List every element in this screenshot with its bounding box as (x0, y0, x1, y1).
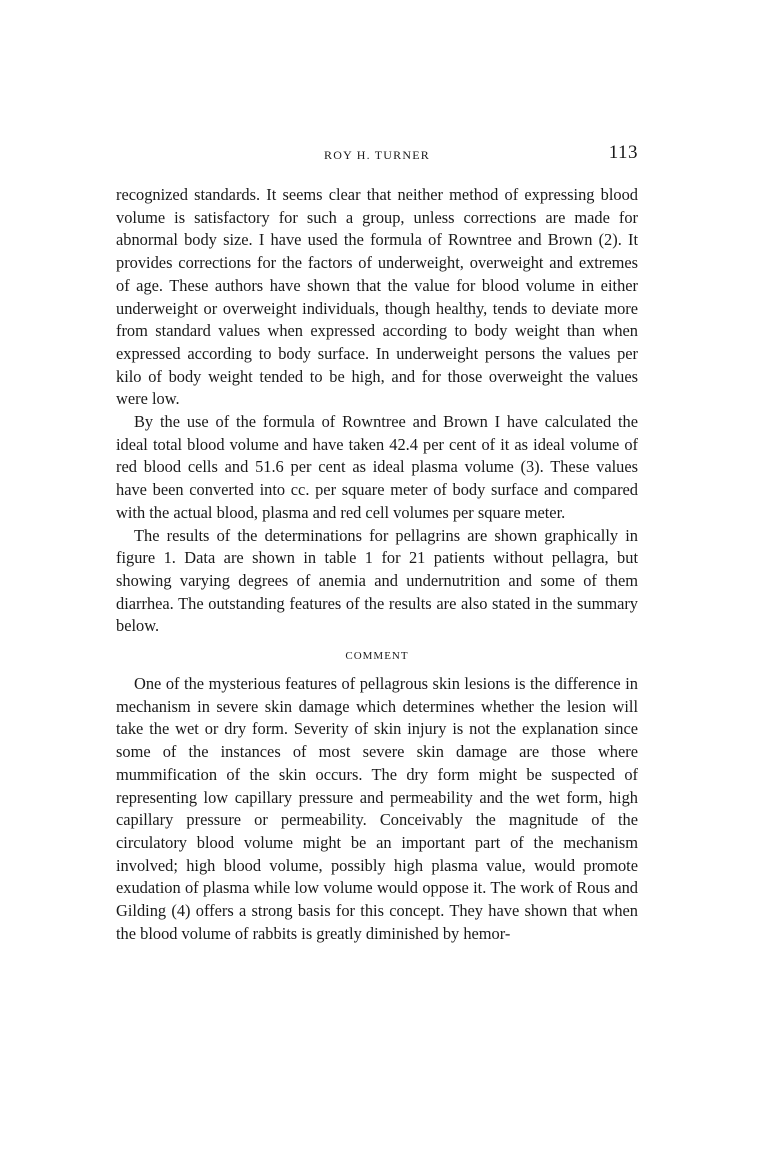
running-title: ROY H. TURNER (324, 148, 430, 162)
section-heading-comment: COMMENT (345, 650, 409, 663)
paragraph-continued: recognized standards. It seems clear that neither method of expressing blood volume is satisfactory for such a group, unless corrections are made for abnormal body size. I have used the formula of Rowntree and Brown (2). It provides corrections for the factors of underweight, overweight and extremes of age. These authors have shown that the value for blood volume in either underweight or overweight individuals, though healthy, tends to deviate more from standard values when expressed according to body weight than when expressed according to body surface. In underweight persons the values per kilo of body weight tended to be high, and for those overweight the values were low. (116, 185, 638, 409)
page-number: 113 (608, 142, 638, 163)
running-head (116, 142, 638, 168)
paragraph-results: The results of the determinations for pellagrins are shown graphically in figure 1. Data are shown in table 1 for 21 patients without pellagra, but showing varying degrees of anemia and undernutrition and some of them diarrhea. The outstanding features of the results are also stated in the summary below. (116, 525, 638, 636)
body-text (116, 184, 638, 946)
paragraph-comment: One of the mysterious features of pellagrous skin lesions is the difference in mechanism in severe skin damage which determines whether the lesion will take the wet or dry form. Severity of skin injury is not the explanation since some of the instances of most severe skin damage are those where mummification of the skin occurs. The dry form might be suspected of representing low capillary pressure and permeability and the wet form, high capillary pressure or permeability. Conceivably the magnitude of the circulatory blood volume might be an important part of the mechanism involved; high blood volume, possibly high plasma value, would promote exudation of plasma while low volume would oppose it. The work of Rous and Gilding (4) offers a strong basis for this concept. They have shown that when the blood volume of rabbits is greatly diminished by hemor- (116, 674, 638, 943)
paragraph-formula: By the use of the formula of Rowntree and Brown I have calculated the ideal total blood volume and have taken 42.4 per cent of it as ideal volume of red blood cells and 51.6 per cent as ideal plasma volume (3). These values have been converted into cc. per square meter of body surface and compared with the actual blood, plasma and red cell volumes per square meter. (116, 412, 638, 522)
